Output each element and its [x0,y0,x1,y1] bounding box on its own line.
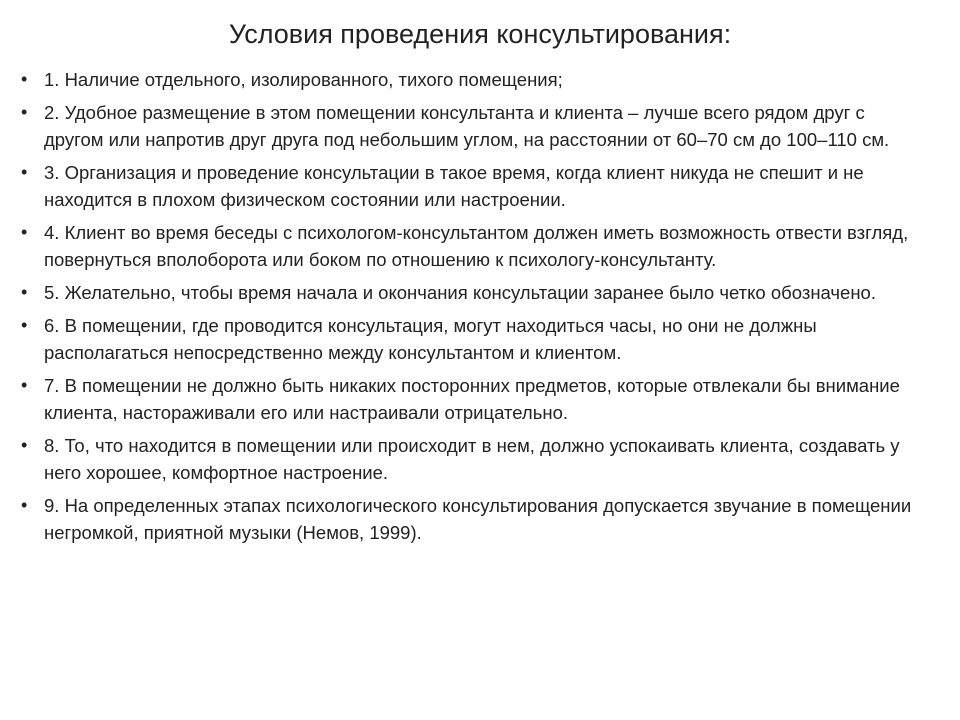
bullet-icon: • [21,435,28,455]
bullet-icon: • [21,102,28,122]
list-item [20,99,922,153]
bullet-icon: • [21,69,28,89]
list-item [20,492,922,546]
list-item [20,372,922,426]
list-item-text: 7. В помещении не должно быть никаких посторонних предметов, которые отвлекали бы внимание клиента, настораживали его или настраивали отрицательно. [44,375,900,423]
list-item-text: 1. Наличие отдельного, изолированного, тихого помещения; [44,69,563,90]
list-item-text: 3. Организация и проведение консультации в такое время, когда клиент никуда не спешит и не находится в плохом физическом состоянии или настроении. [44,162,864,210]
list-item-text: 2. Удобное размещение в этом помещении консультанта и клиента – лучше всего рядом друг с другом или напротив друг друга под небольшим углом, на расстоянии от 60–70 см до 100–110 см. [44,102,890,150]
bullet-icon: • [21,495,28,515]
list-item-text: 6. В помещении, где проводится консультация, могут находиться часы, но они не должны располагаться непосредственно между консультантом и клиентом. [44,315,817,363]
bullet-icon: • [21,375,28,395]
bullet-icon: • [21,282,28,302]
list-item [20,279,922,306]
list-item-text: 8. То, что находится в помещении или происходит в нем, должно успокаивать клиента, создавать у него хорошее, комфортное настроение. [44,435,900,483]
slide-title: Условия проведения консультирования: [228,19,732,49]
list-item [20,312,922,366]
list-item [20,432,922,486]
list-item-text: 4. Клиент во время беседы с психологом-консультантом должен иметь возможность отвести взгляд, повернуться вполоборота или боком по отношению к психологу-консультанту. [44,222,909,270]
list-item [20,66,922,93]
bullet-icon: • [21,162,28,182]
list-item-text: 9. На определенных этапах психологического консультирования допускается звучание в помещении негромкой, приятной музыки (Немов, 1999). [44,495,912,543]
bullet-list [20,66,922,552]
list-item-text: 5. Желательно, чтобы время начала и окончания консультации заранее было четко обозначено. [44,282,876,303]
bullet-icon: • [21,222,28,242]
bullet-icon: • [21,315,28,335]
list-item [20,159,922,213]
list-item [20,219,922,273]
